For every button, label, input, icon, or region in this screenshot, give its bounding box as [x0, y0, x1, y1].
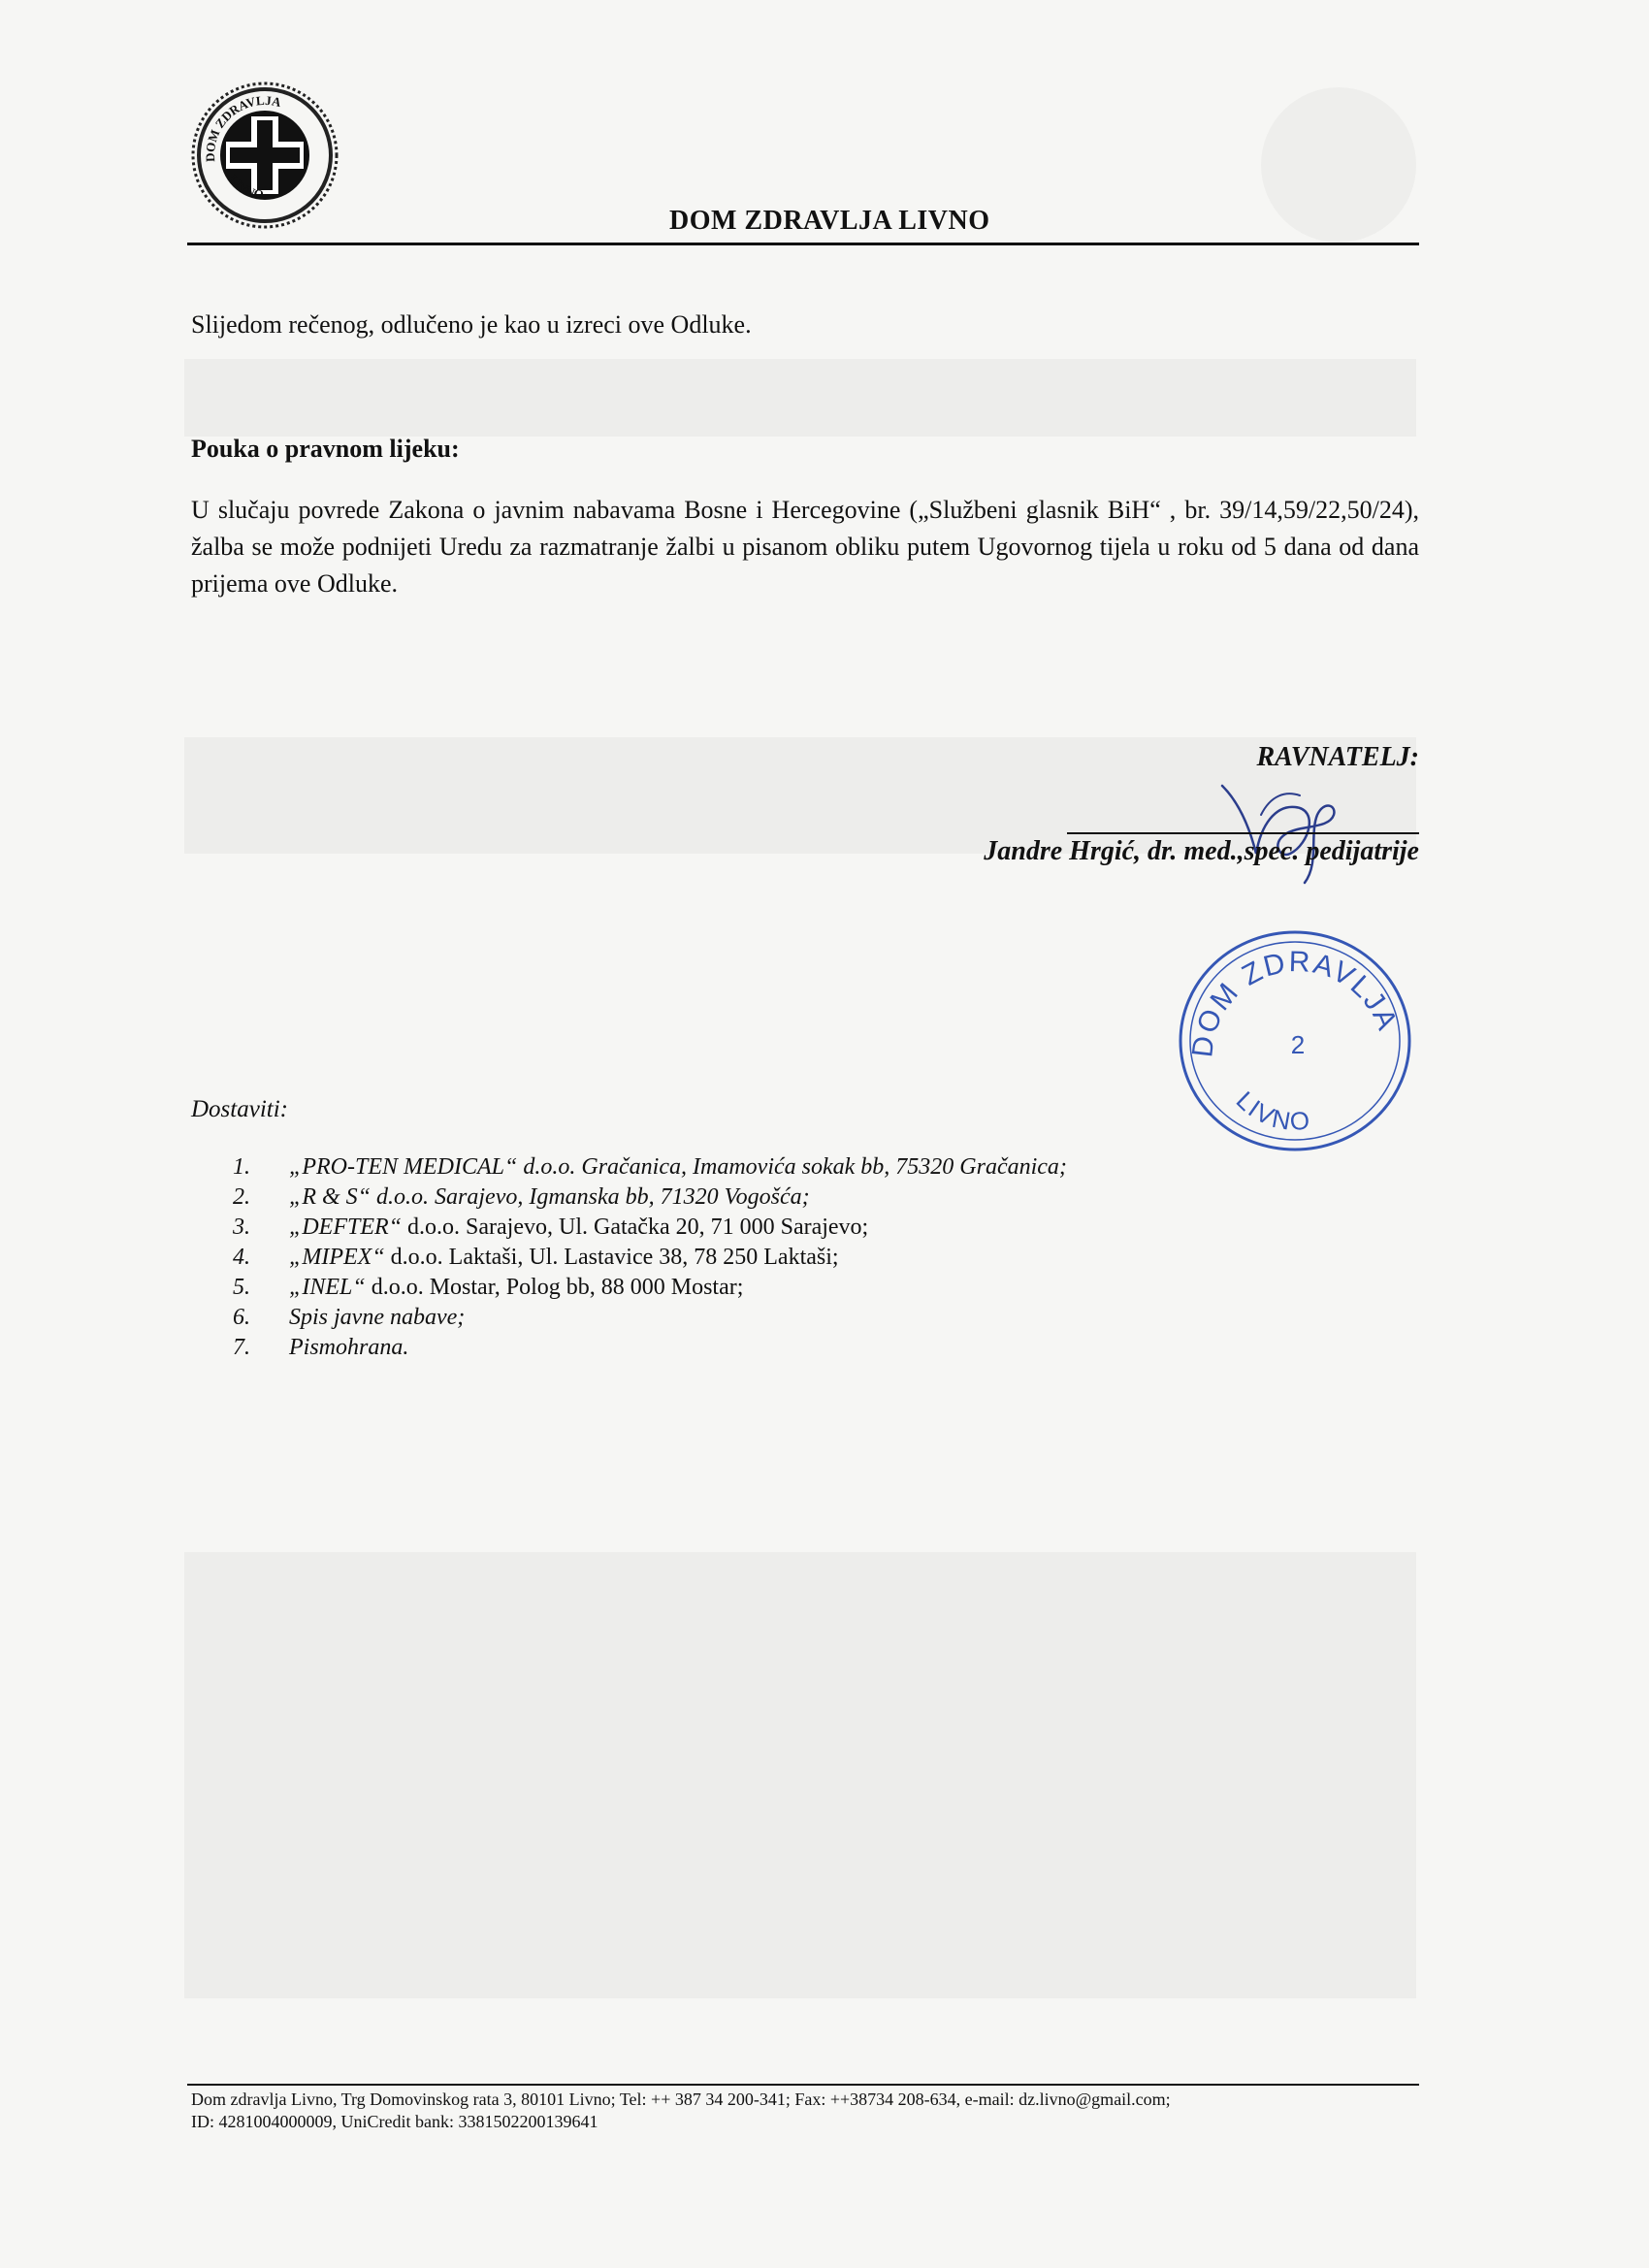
- recipient-name: Pismohrana.: [289, 1335, 409, 1360]
- footer-divider: [187, 2084, 1419, 2086]
- official-stamp-icon: [1164, 920, 1426, 1162]
- list-item: [233, 1333, 1067, 1363]
- svg-text:DOM ZDRAVLJA: DOM ZDRAVLJA: [1186, 946, 1405, 1059]
- list-item-text: [289, 1152, 1067, 1183]
- delivery-label: Dostaviti:: [191, 1096, 288, 1122]
- header-divider: [187, 243, 1419, 245]
- svg-text:LIVNO: LIVNO: [225, 171, 265, 203]
- signatory-name: Jandre Hrgić, dr. med.,spec. pedijatrije: [984, 836, 1419, 866]
- list-item: [233, 1183, 1067, 1213]
- handwritten-signature-icon: [1203, 747, 1368, 902]
- list-item-number: 2.: [233, 1184, 250, 1210]
- bleed-through-seal: [1261, 87, 1416, 243]
- list-item: [233, 1152, 1067, 1183]
- list-item-number: 5.: [233, 1275, 250, 1300]
- organization-title: DOM ZDRAVLJA LIVNO: [669, 206, 990, 236]
- footer-line-2: ID: 4281004000009, UniCredit bank: 3381502200139641: [191, 2112, 598, 2131]
- bleed-through-text: [184, 1552, 1416, 1998]
- bleed-through-text: [184, 359, 1416, 437]
- svg-text:LIVNO: LIVNO: [1230, 1085, 1313, 1137]
- signature-title: RAVNATELJ:: [1256, 742, 1419, 772]
- footer-contact: [191, 2089, 1423, 2133]
- logo-icon: [187, 78, 342, 233]
- list-item-text: [289, 1333, 408, 1363]
- list-item-number: 6.: [233, 1305, 250, 1330]
- list-item-text: [289, 1273, 743, 1303]
- recipient-name: „MIPEX“: [289, 1245, 385, 1270]
- list-item-number: 4.: [233, 1245, 250, 1270]
- recipient-address: d.o.o. Laktaši, Ul. Lastavice 38, 78 250 Laktaši;: [384, 1245, 839, 1270]
- list-item-text: [289, 1243, 839, 1273]
- signature-line: [1067, 832, 1419, 834]
- recipient-name: „DEFTER“: [289, 1215, 403, 1240]
- list-item-number: 7.: [233, 1335, 250, 1360]
- list-item: [233, 1303, 1067, 1333]
- recipient-address: d.o.o. Sarajevo, Igmanska bb, 71320 Vogošća;: [371, 1184, 810, 1210]
- footer-line-1: Dom zdravlja Livno, Trg Domovinskog rata 3, 80101 Livno; Tel: ++ 387 34 200-341; Fax: ++38734 208-634, e-mail: dz.livno@gmail.com;: [191, 2090, 1171, 2109]
- legal-remedy-paragraph: U slučaju povrede Zakona o javnim nabavama Bosne i Hercegovine („Službeni glasnik BiH“ , br. 39/14,59/22,50/24), žalba se može podnijeti Uredu za razmatranje žalbi u pisanom obliku putem Ugovornog tijela u roku od 5 dana od dana prijema ove Odluke.: [191, 496, 1419, 598]
- delivery-list: [233, 1152, 1067, 1363]
- recipient-address: d.o.o. Sarajevo, Ul. Gatačka 20, 71 000 Sarajevo;: [402, 1215, 869, 1240]
- recipient-name: „R & S“: [289, 1184, 372, 1210]
- recipient-name: „INEL“: [289, 1275, 366, 1300]
- list-item-text: [289, 1303, 465, 1333]
- legal-remedy-heading: Pouka o pravnom lijeku:: [191, 435, 460, 463]
- decision-paragraph: Slijedom rečenog, odlučeno je kao u izreci ove Odluke.: [191, 310, 752, 339]
- list-item-number: 1.: [233, 1154, 250, 1180]
- list-item-text: [289, 1213, 868, 1243]
- recipient-name: Spis javne nabave;: [289, 1305, 466, 1330]
- list-item: [233, 1273, 1067, 1303]
- list-item-number: 3.: [233, 1215, 250, 1240]
- list-item: [233, 1213, 1067, 1243]
- recipient-address: d.o.o. Mostar, Polog bb, 88 000 Mostar;: [365, 1275, 744, 1300]
- svg-text:2: 2: [1290, 1030, 1306, 1059]
- list-item: [233, 1243, 1067, 1273]
- recipient-name: „PRO-TEN MEDICAL“: [289, 1154, 518, 1180]
- list-item-text: [289, 1183, 810, 1213]
- svg-text:DOM ZDRAVLJA: DOM ZDRAVLJA: [202, 92, 283, 163]
- recipient-address: d.o.o. Gračanica, Imamovića sokak bb, 75320 Gračanica;: [517, 1154, 1067, 1180]
